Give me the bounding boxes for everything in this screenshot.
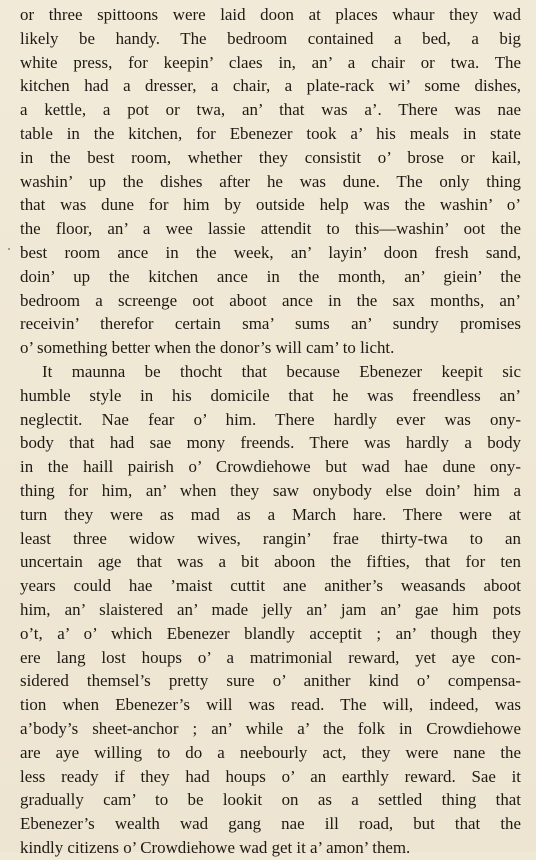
text-line: kindly citizens o’ Crowdiehowe wad get it a’ amon’ them. [20,837,411,857]
text-line: bedroom a screenge oot aboot ance in the sax months, an’ [20,290,521,310]
text-line: white press, for keepin’ claes in, an’ a chair or twa. The [20,52,521,72]
text-line: or three spittoons were laid doon at places whaur they wad [20,5,521,24]
text-line: best room ance in the week, an’ layin’ doon fresh sand, [20,242,521,262]
text-line: kitchen had a dresser, a chair, a plate-rack wi’ some dishes, [20,76,521,96]
paragraph-1 [20,3,521,360]
text-line: a kettle, a pot or twa, an’ that was a’. There was nae [20,100,521,120]
paper-speck [8,248,10,250]
text-line: tion when Ebenezer’s will was read. The will, indeed, was [20,695,521,715]
text-line: him, an’ slaistered an’ made jelly an’ jam an’ gae him pots [20,599,521,619]
text-line: neglectit. Nae fear o’ him. There hardly ever was ony- [20,409,521,429]
text-line: Ebenezer’s wealth wad gang nae ill road, but that the [20,814,521,834]
text-line: less ready if they had houps o’ an earthly reward. Sae it [20,766,521,786]
text-line: years could hae ’maist cuttit ane anither’s weasands aboot [20,576,521,596]
text-line: table in the kitchen, for Ebenezer took a’ his meals in state [20,123,521,143]
text-line: in the haill pairish o’ Crowdiehowe but wad hae dune ony- [20,457,521,477]
text-line: ere lang lost houps o’ a matrimonial reward, yet aye con- [20,647,521,667]
paragraph-2 [20,360,521,860]
text-line: receivin’ therefor certain sma’ sums an’ sundry promises [20,314,521,334]
text-line: uncertain age that was a bit aboon the fifties, that for ten [20,552,521,572]
text-line: doin’ up the kitchen ance in the month, an’ giein’ the [20,266,521,286]
text-line: that was dune for him by outside help was the washin’ o’ [20,195,521,215]
text-line: likely be handy. The bedroom contained a bed, a big [20,28,521,48]
text-line: It maunna be thocht that because Ebenezer keepit sic [42,361,521,381]
body-text [20,3,521,860]
text-line: body that had sae mony freends. There was hardly a body [20,433,521,453]
text-line: in the best room, whether they consistit o’ brose or kail, [20,147,521,167]
text-line: o’t, a’ o’ which Ebenezer blandly acceptit ; an’ though they [20,623,521,643]
text-line: washin’ up the dishes after he was dune. The only thing [20,171,521,191]
text-line: least three widow wives, rangin’ frae thirty-twa to an [20,528,521,548]
text-line: a’body’s sheet-anchor ; an’ while a’ the folk in Crowdiehowe [20,718,521,738]
text-line: o’ something better when the donor’s will cam’ to licht. [20,338,395,358]
text-line: are aye willing to do a neebourly act, they were nane the [20,742,521,762]
text-line: the floor, an’ a wee lassie attendit to this—washin’ oot the [20,219,521,239]
text-line: thing for him, an’ when they saw onybody else doin’ him a [20,480,521,500]
text-line: humble style in his domicile that he was freendless an’ [20,385,521,405]
text-line: turn they were as mad as a March hare. There were at [20,504,521,524]
text-line: gradually cam’ to be lookit on as a settled thing that [20,790,521,810]
text-line: sidered themsel’s pretty sure o’ anither kind o’ compensa- [20,671,521,691]
